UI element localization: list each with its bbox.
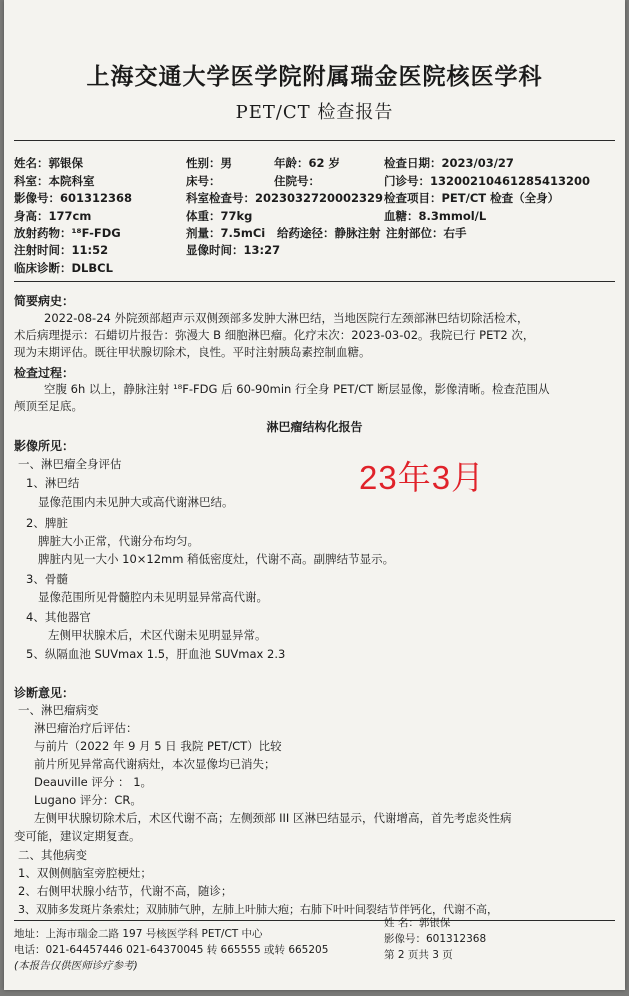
- hospital-name: 上海交通大学医学院附属瑞金医院核医学科: [86, 63, 543, 90]
- outpatient-no: 门诊号：13200210461285413200: [384, 174, 591, 188]
- opinion-line: 2、右侧甲状腺小结节，代谢不高，随诊；: [18, 884, 233, 898]
- inject-time: 注射时间：11:52: [14, 243, 109, 257]
- bed-no: 床号：: [186, 174, 221, 188]
- findings-line: 5、纵隔血池 SUVmax 1.5，肝血池 SUVmax 2.3: [26, 647, 286, 661]
- blood-sugar: 血糖：8.3mmol/L: [384, 209, 487, 223]
- findings-line: 4、其他器官: [26, 610, 91, 624]
- dose: 剂量：7.5mCi: [186, 226, 266, 240]
- inject-site: 注射部位：右手: [386, 226, 467, 240]
- footer-note: (本报告仅供医师诊疗参考): [14, 960, 138, 972]
- structured-report-title: 淋巴瘤结构化报告: [266, 420, 363, 434]
- report-title: PET/CT 检查报告: [235, 102, 394, 123]
- history-heading: 简要病史：: [14, 294, 75, 308]
- findings-line: 2、脾脏: [26, 516, 68, 530]
- clinical-diagnosis: 临床诊断：DLBCL: [14, 261, 113, 275]
- opinion-line: 左侧甲状腺切除术后，术区代谢不高；左侧颈部 III 区淋巴结显示，代谢增高，首先考虑炎性病: [34, 811, 512, 825]
- opinion-line: Lugano 评分：CR。: [34, 793, 142, 807]
- findings-line: 显像范围所见骨髓腔内未见明显异常高代谢。: [38, 590, 268, 604]
- history-line: 术后病理提示：石蜡切片报告：弥漫大 B 细胞淋巴瘤。化疗末次：2023-03-02。我院已行 PET2 次，: [14, 328, 535, 342]
- radio-drug: 放射药物：¹⁸F-FDG: [14, 226, 121, 240]
- page-number: 第 2 页共 3 页: [384, 949, 453, 961]
- process-heading: 检查过程：: [14, 366, 75, 380]
- height: 身高：177cm: [14, 209, 92, 223]
- findings-line: 3、骨髓: [26, 572, 68, 586]
- opinion-line: 变可能，建议定期复查。: [14, 829, 141, 843]
- weight: 体重：77kg: [186, 209, 253, 223]
- findings-line: 脾脏大小正常，代谢分布均匀。: [38, 534, 199, 548]
- findings-line: 1、淋巴结: [26, 476, 80, 490]
- opinion-line: 一、淋巴瘤病变: [18, 703, 99, 717]
- findings-line: 一、淋巴瘤全身评估: [18, 457, 122, 471]
- findings-line: 左侧甲状腺术后，术区代谢未见明显异常。: [48, 628, 267, 642]
- scan-time: 显像时间：13:27: [186, 243, 281, 257]
- opinion-line: 二、其他病变: [18, 848, 87, 862]
- patient-age: 年龄：62 岁: [274, 156, 341, 170]
- exam-item: 检查项目：PET/CT 检查（全身）: [384, 191, 560, 205]
- image-no: 影像号：601312368: [14, 191, 133, 205]
- header-divider: [14, 140, 615, 141]
- opinion-line: 3、双肺多发斑片条索灶；双肺肺气肿，左肺上叶肺大疱；右肺下叶叶间裂结节伴钙化，代谢不高，: [18, 903, 498, 916]
- patient-gender: 性别：男: [186, 156, 232, 170]
- date-stamp: 23年3月: [359, 459, 486, 496]
- route: 给药途径：静脉注射: [277, 226, 381, 240]
- patient-dept: 科室：本院科室: [14, 174, 95, 188]
- info-divider: [14, 281, 615, 282]
- opinion-line: 与前片（2022 年 9 月 5 日 我院 PET/CT）比较: [34, 739, 282, 753]
- dept-exam-no: 科室检查号：2023032720002329: [186, 191, 384, 205]
- footer-image-no: 影像号：601312368: [384, 933, 487, 945]
- process-line: 空腹 6h 以上，静脉注射 ¹⁸F-FDG 后 60-90min 行全身 PET/CT 断层显像，影像清晰。检查范围从: [44, 382, 550, 396]
- findings-heading: 影像所见：: [14, 439, 75, 453]
- inpatient-no: 住院号：: [274, 174, 320, 188]
- footer-address: 地址：上海市瑞金二路 197 号核医学科 PET/CT 中心: [14, 928, 263, 940]
- findings-line: 脾脏内见一大小 10×12mm 稍低密度灶，代谢不高。副脾结节显示。: [38, 552, 395, 566]
- history-line: 现为末期评估。既往甲状腺切除术，良性。平时注射胰岛素控制血糖。: [14, 345, 371, 359]
- exam-date: 检查日期：2023/03/27: [384, 156, 514, 170]
- report-page: [4, 0, 625, 990]
- opinion-line: Deauville 评分 ： 1。: [34, 775, 153, 789]
- opinion-line: 淋巴瘤治疗后评估：: [34, 721, 138, 735]
- findings-line: 显像范围内未见肿大或高代谢淋巴结。: [38, 495, 234, 509]
- process-line: 颅顶至足底。: [14, 399, 83, 413]
- history-line: 2022-08-24 外院颈部超声示双侧颈部多发肿大淋巴结，当地医院行左颈部淋巴结切除活检术，: [44, 311, 529, 325]
- footer-phone: 电话：021-64457446 021-64370045 转 665555 或转 665205: [14, 944, 329, 956]
- opinion-line: 1、双侧侧脑室旁腔梗灶；: [18, 866, 152, 880]
- patient-name: 姓名：郭银保: [14, 156, 83, 170]
- opinion-heading: 诊断意见：: [14, 686, 75, 700]
- footer-patient-name: 姓 名：郭银保: [384, 917, 451, 929]
- footer-divider: [14, 920, 615, 921]
- opinion-line: 前片所见异常高代谢病灶，本次显像均已消失；: [34, 757, 276, 771]
